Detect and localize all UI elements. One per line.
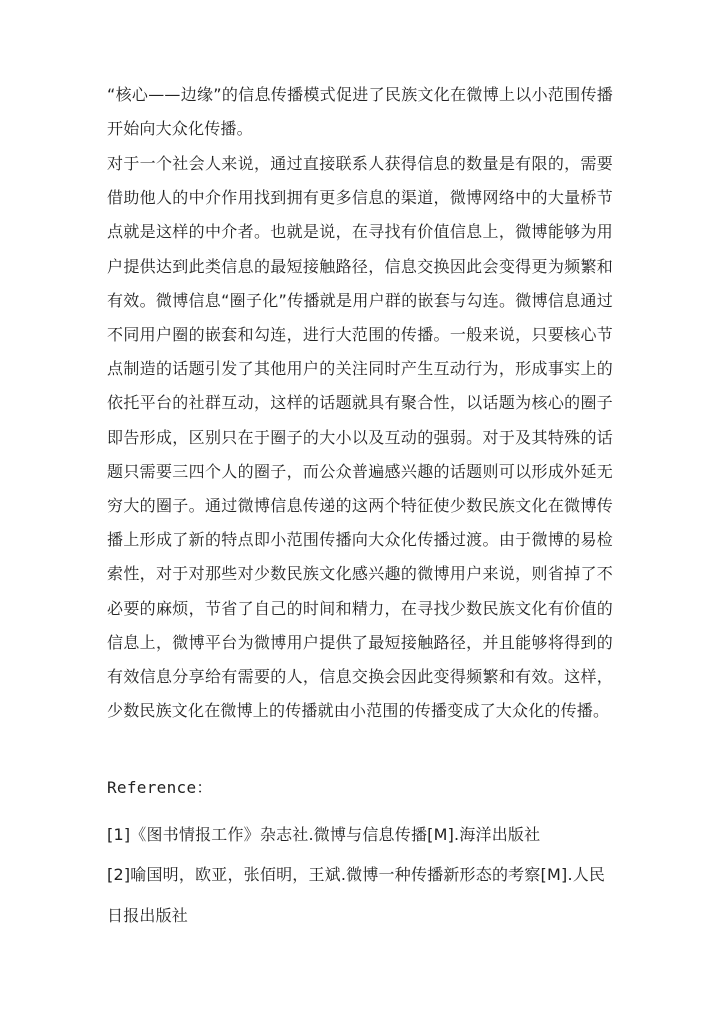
body-paragraph: 对于一个社会人来说，通过直接联系人获得信息的数量是有限的，需要借助他人的中介作用找到拥有更多信息的渠道，微博网络中的大量桥节点就是这样的中介者。也就是说，在寻找有价值信息上，微博能够为用户提供达到此类信息的最短接触路径，信息交换因此会变得更为频繁和有效。微博信息“圈子化”传播就是用户群的嵌套与勾连。微博信息通过不同用户圈的嵌套和勾连，进行大范围的传播。一般来说，只要核心节点制造的话题引发了其他用户的关注同时产生互动行为，形成事实上的依托平台的社群互动，这样的话题就具有聚合性，以话题为核心的圈子即告形成，区别只在于圈子的大小以及互动的强弱。对于及其特殊的话题只需要三四个人的圈子，而公众普遍感兴趣的话题则可以形成外延无穷大的圈子。通过微博信息传递的这两个特征使少数民族文化在微博传播上形成了新的特点即小范围传播向大众化传播过渡。由于微博的易检索性，对于对那些对少数民族文化感兴趣的微博用户来说，则省掉了不必要的麻烦，节省了自己的时间和精力，在寻找少数民族文化有价值的信息上，微博平台为微博用户提供了最短接触路径，并且能够将得到的有效信息分享给有需要的人，信息交换会因此变得频繁和有效。这样，少数民族文化在微博上的传播就由小范围的传播变成了大众化的传播。	[107, 154, 613, 721]
intro-paragraph: “核心——边缘”的信息传播模式促进了民族文化在微博上以小范围传播开始向大众化传播。	[107, 85, 613, 139]
reference-item-1: [1]《图书情报工作》杂志社.微博与信息传播[M].海洋出版社	[107, 825, 541, 844]
references-heading: Reference：	[107, 778, 213, 797]
reference-item-2: [2]喻国明，欧亚，张佰明，王斌.微博一种传播新形态的考察[M].人民日报出版社	[107, 865, 606, 925]
